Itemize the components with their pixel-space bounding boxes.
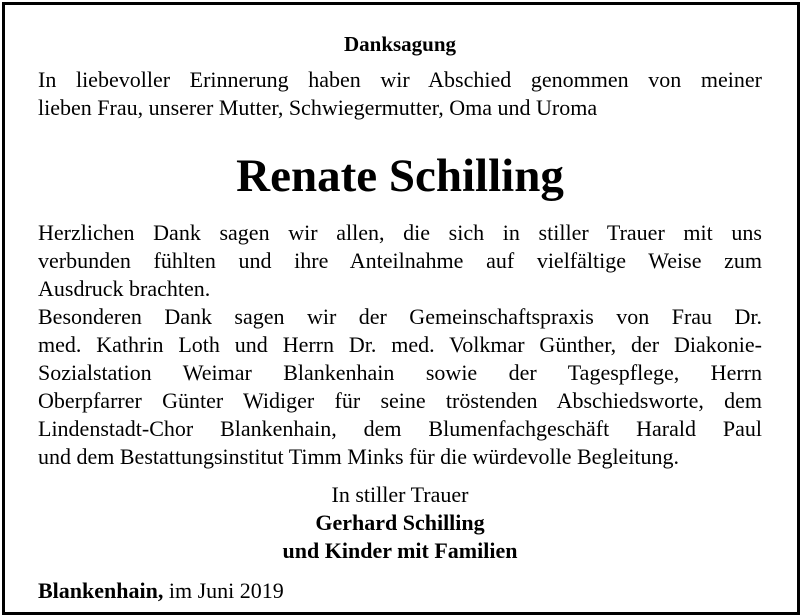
special-thanks-line: und dem Bestattungsinstitut Timm Minks für die würdevolle Begleitung. (38, 444, 680, 469)
special-thanks-line: Lindenstadt-Chor Blankenhain, dem Blumenfachgeschäft Harald Paul (38, 416, 762, 441)
signer-name: Gerhard Schilling (315, 510, 485, 535)
special-thanks-line: Besonderen Dank sagen wir der Gemeinschaftspraxis von Frau Dr. (38, 304, 762, 329)
place: Blankenhain, (38, 578, 164, 603)
thanks-line: Herzlichen Dank sagen wir allen, die sich in stiller Trauer mit uns (38, 220, 762, 245)
intro-paragraph (38, 66, 762, 122)
signer-family: und Kinder mit Familien (282, 538, 518, 563)
thanks-line: Ausdruck brachten. (38, 276, 211, 301)
intro-line: In liebevoller Erinnerung haben wir Abschied genommen von meiner (38, 67, 762, 92)
special-thanks-paragraph (38, 303, 762, 471)
obituary-notice (38, 30, 762, 605)
date: im Juni 2019 (168, 578, 284, 603)
special-thanks-line: Sozialstation Weimar Blankenhain sowie der Tagespflege, Herrn (38, 360, 762, 385)
signoff-block (38, 481, 762, 565)
special-thanks-line: Oberpfarrer Günter Widiger für seine tröstenden Abschiedsworte, dem (38, 388, 762, 413)
thanks-line: verbunden fühlten und ihre Anteilnahme auf vielfältige Weise zum (38, 248, 762, 273)
place-date-line (38, 577, 762, 605)
signoff-phrase: In stiller Trauer (331, 482, 469, 507)
notice-heading: Danksagung (343, 32, 457, 56)
special-thanks-line: med. Kathrin Loth und Herrn Dr. med. Volkmar Günther, der Diakonie- (38, 332, 762, 357)
intro-line: lieben Frau, unserer Mutter, Schwiegermutter, Oma und Uroma (38, 95, 598, 120)
thanks-paragraph (38, 219, 762, 303)
deceased-name: Renate Schilling (236, 150, 564, 202)
